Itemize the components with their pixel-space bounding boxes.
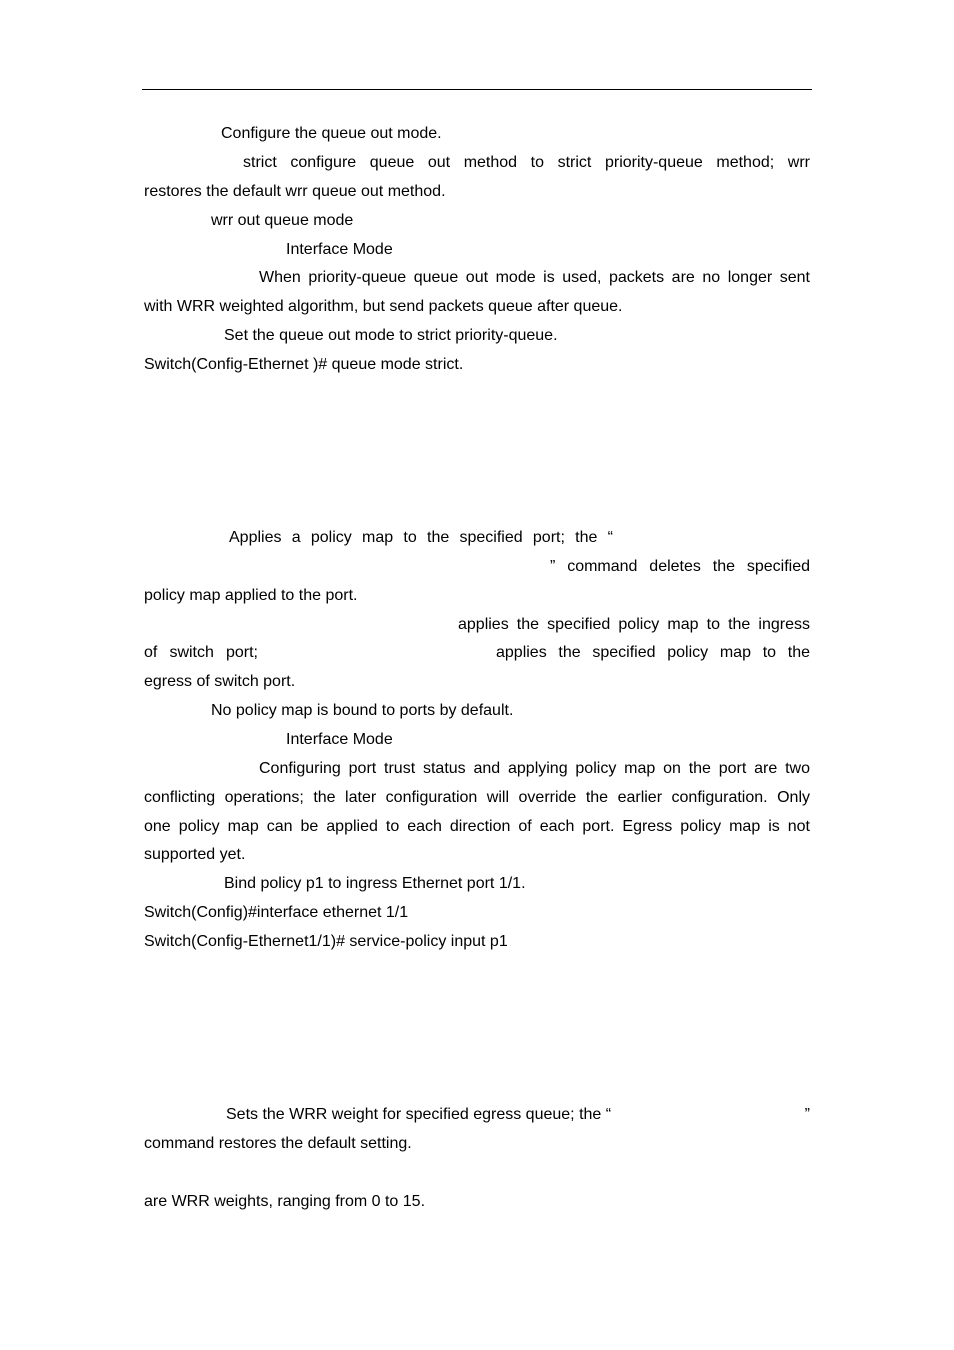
s1-function-text: Configure the queue out mode. xyxy=(221,125,442,142)
s1-example-text: Set the queue out mode to strict priority-queue. xyxy=(224,327,558,344)
s2-parameter-line-2b: applies the specified policy map to the xyxy=(496,644,810,661)
s2-command-mode: Interface Mode xyxy=(286,731,393,748)
s3-function-line-1: Sets the WRR weight for specified egress queue; the “ xyxy=(226,1106,612,1123)
s2-example-text: Bind policy p1 to ingress Ethernet port 1/1. xyxy=(224,875,526,892)
s2-example-code-line-1: Switch(Config)#interface ethernet 1/1 xyxy=(144,904,409,921)
s3-function-line-2: command restores the default setting. xyxy=(144,1135,412,1152)
s2-parameter-line-1: applies the specified policy map to the ingress xyxy=(458,616,810,633)
s2-function-line-1: Applies a policy map to the specified port; the “ xyxy=(229,529,613,546)
s2-usage-line-4: supported yet. xyxy=(144,846,246,863)
s1-default-text: wrr out queue mode xyxy=(211,212,354,229)
s2-function-line-2: ” command deletes the specified xyxy=(550,558,810,575)
s1-example-code-line: Switch(Config-Ethernet )# queue mode strict. xyxy=(144,356,464,373)
s3-parameter-line-2: are WRR weights, ranging from 0 to 15. xyxy=(144,1193,426,1210)
s2-usage-line-1: Configuring port trust status and applying policy map on the port are two xyxy=(259,760,810,777)
s2-usage-line-3: one policy map can be applied to each direction of each port. Egress policy map is not xyxy=(144,818,810,835)
s1-usage-line-2: with WRR weighted algorithm, but send packets queue after queue. xyxy=(144,298,623,315)
s2-usage-line-2: conflicting operations; the later configuration will override the earlier configuration. Only xyxy=(144,789,810,806)
s1-parameter-line-2: restores the default wrr queue out method. xyxy=(144,183,446,200)
s2-function-line-3: policy map applied to the port. xyxy=(144,587,358,604)
header-rule xyxy=(142,89,812,90)
s2-parameter-line-3: egress of switch port. xyxy=(144,673,296,690)
s2-default-text: No policy map is bound to ports by default. xyxy=(211,702,514,719)
s3-function-line-1-close-quote: ” xyxy=(804,1106,810,1123)
s1-usage-line-1: When priority-queue queue out mode is used, packets are no longer sent xyxy=(259,269,810,286)
s1-parameter-line-1: strict configure queue out method to strict priority-queue method; wrr xyxy=(243,154,810,171)
s1-command-mode: Interface Mode xyxy=(286,241,393,258)
s2-example-code-line-2: Switch(Config-Ethernet1/1)# service-policy input p1 xyxy=(144,933,508,950)
s2-parameter-line-2a: of switch port; xyxy=(144,644,258,661)
